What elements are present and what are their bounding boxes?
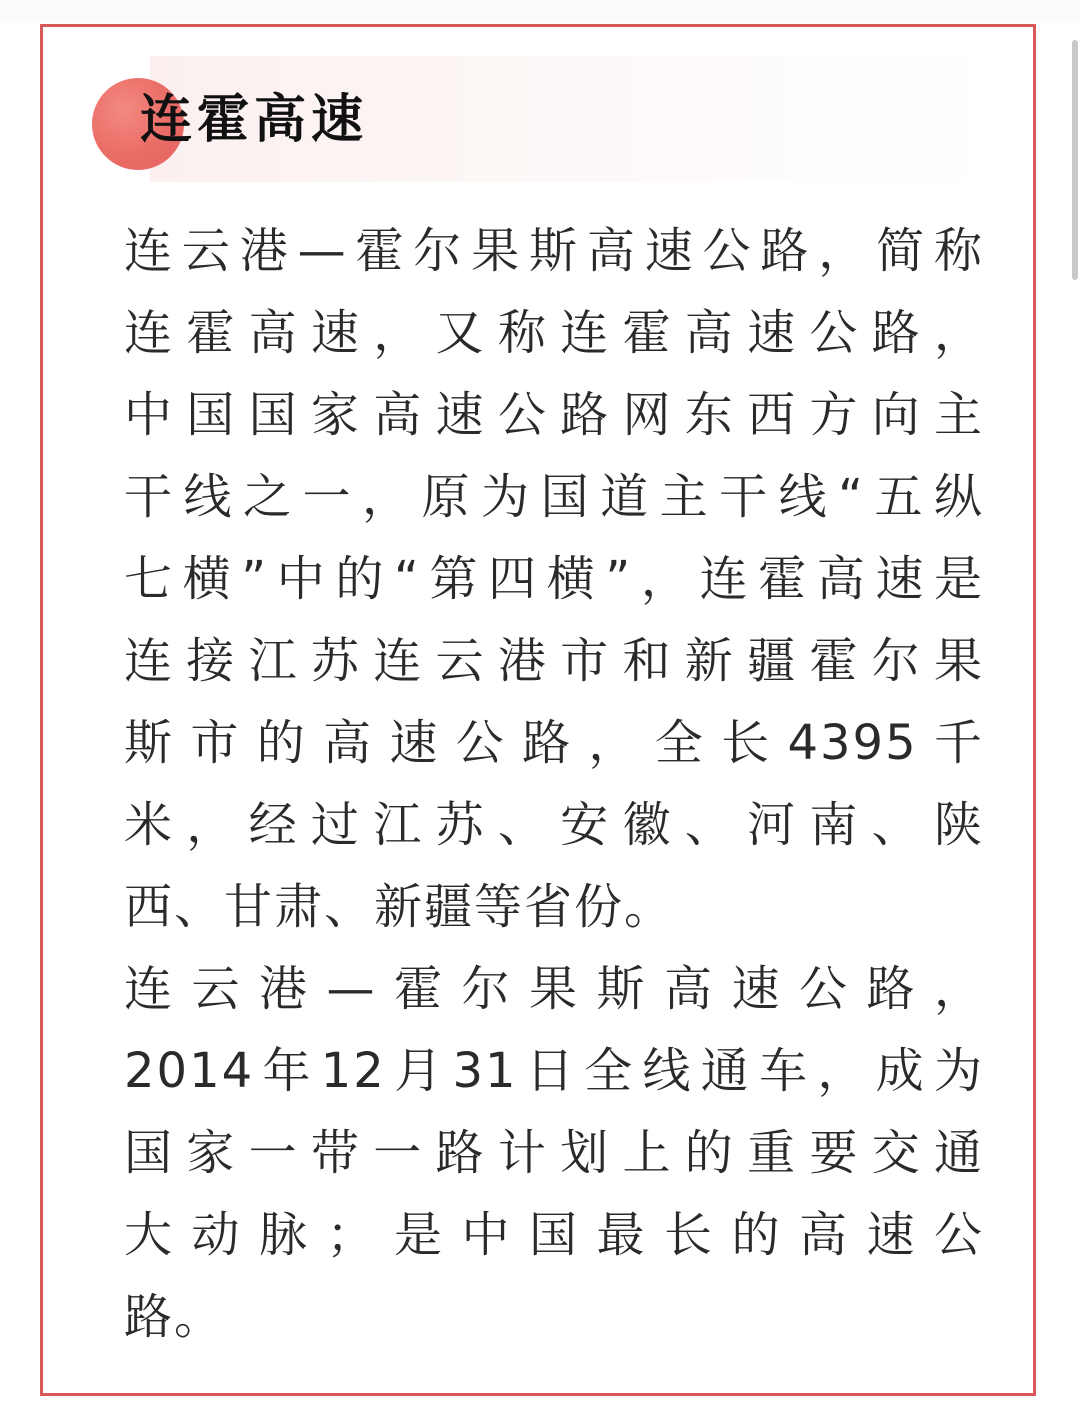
article-body xyxy=(124,210,984,1358)
paragraph-2-line: 国家一带一路计划上的重要交通 xyxy=(124,1125,984,1181)
paragraph-2-line: 路。 xyxy=(124,1289,225,1345)
paragraph-1-line: 斯市的高速公路，全长4395千 xyxy=(124,715,984,771)
paragraph-1-line: 米，经过江苏、安徽、河南、陕 xyxy=(124,797,984,853)
paragraph-1-line: 连接江苏连云港市和新疆霍尔果 xyxy=(124,633,984,689)
top-strip xyxy=(0,0,1080,22)
scrollbar[interactable] xyxy=(1072,40,1078,280)
paragraph-2-line: 连云港—霍尔果斯高速公路， xyxy=(124,961,984,1017)
paragraph-1-line: 连云港—霍尔果斯高速公路，简称 xyxy=(124,223,984,279)
paragraph-1-line: 干线之一，原为国道主干线“五纵 xyxy=(124,469,984,525)
paragraph-1-line: 七横”中的“第四横”，连霍高速是 xyxy=(124,551,984,607)
paragraph-2-line: 2014年12月31日全线通车，成为 xyxy=(124,1043,984,1099)
paragraph-2-line: 大动脉；是中国最长的高速公 xyxy=(124,1207,984,1263)
section-title: 连霍高速 xyxy=(140,90,369,150)
paragraph-1-line: 西、甘肃、新疆等省份。 xyxy=(124,879,675,935)
paragraph-1-line: 中国国家高速公路网东西方向主 xyxy=(124,387,984,443)
paragraph-1-line: 连霍高速，又称连霍高速公路， xyxy=(124,305,984,361)
